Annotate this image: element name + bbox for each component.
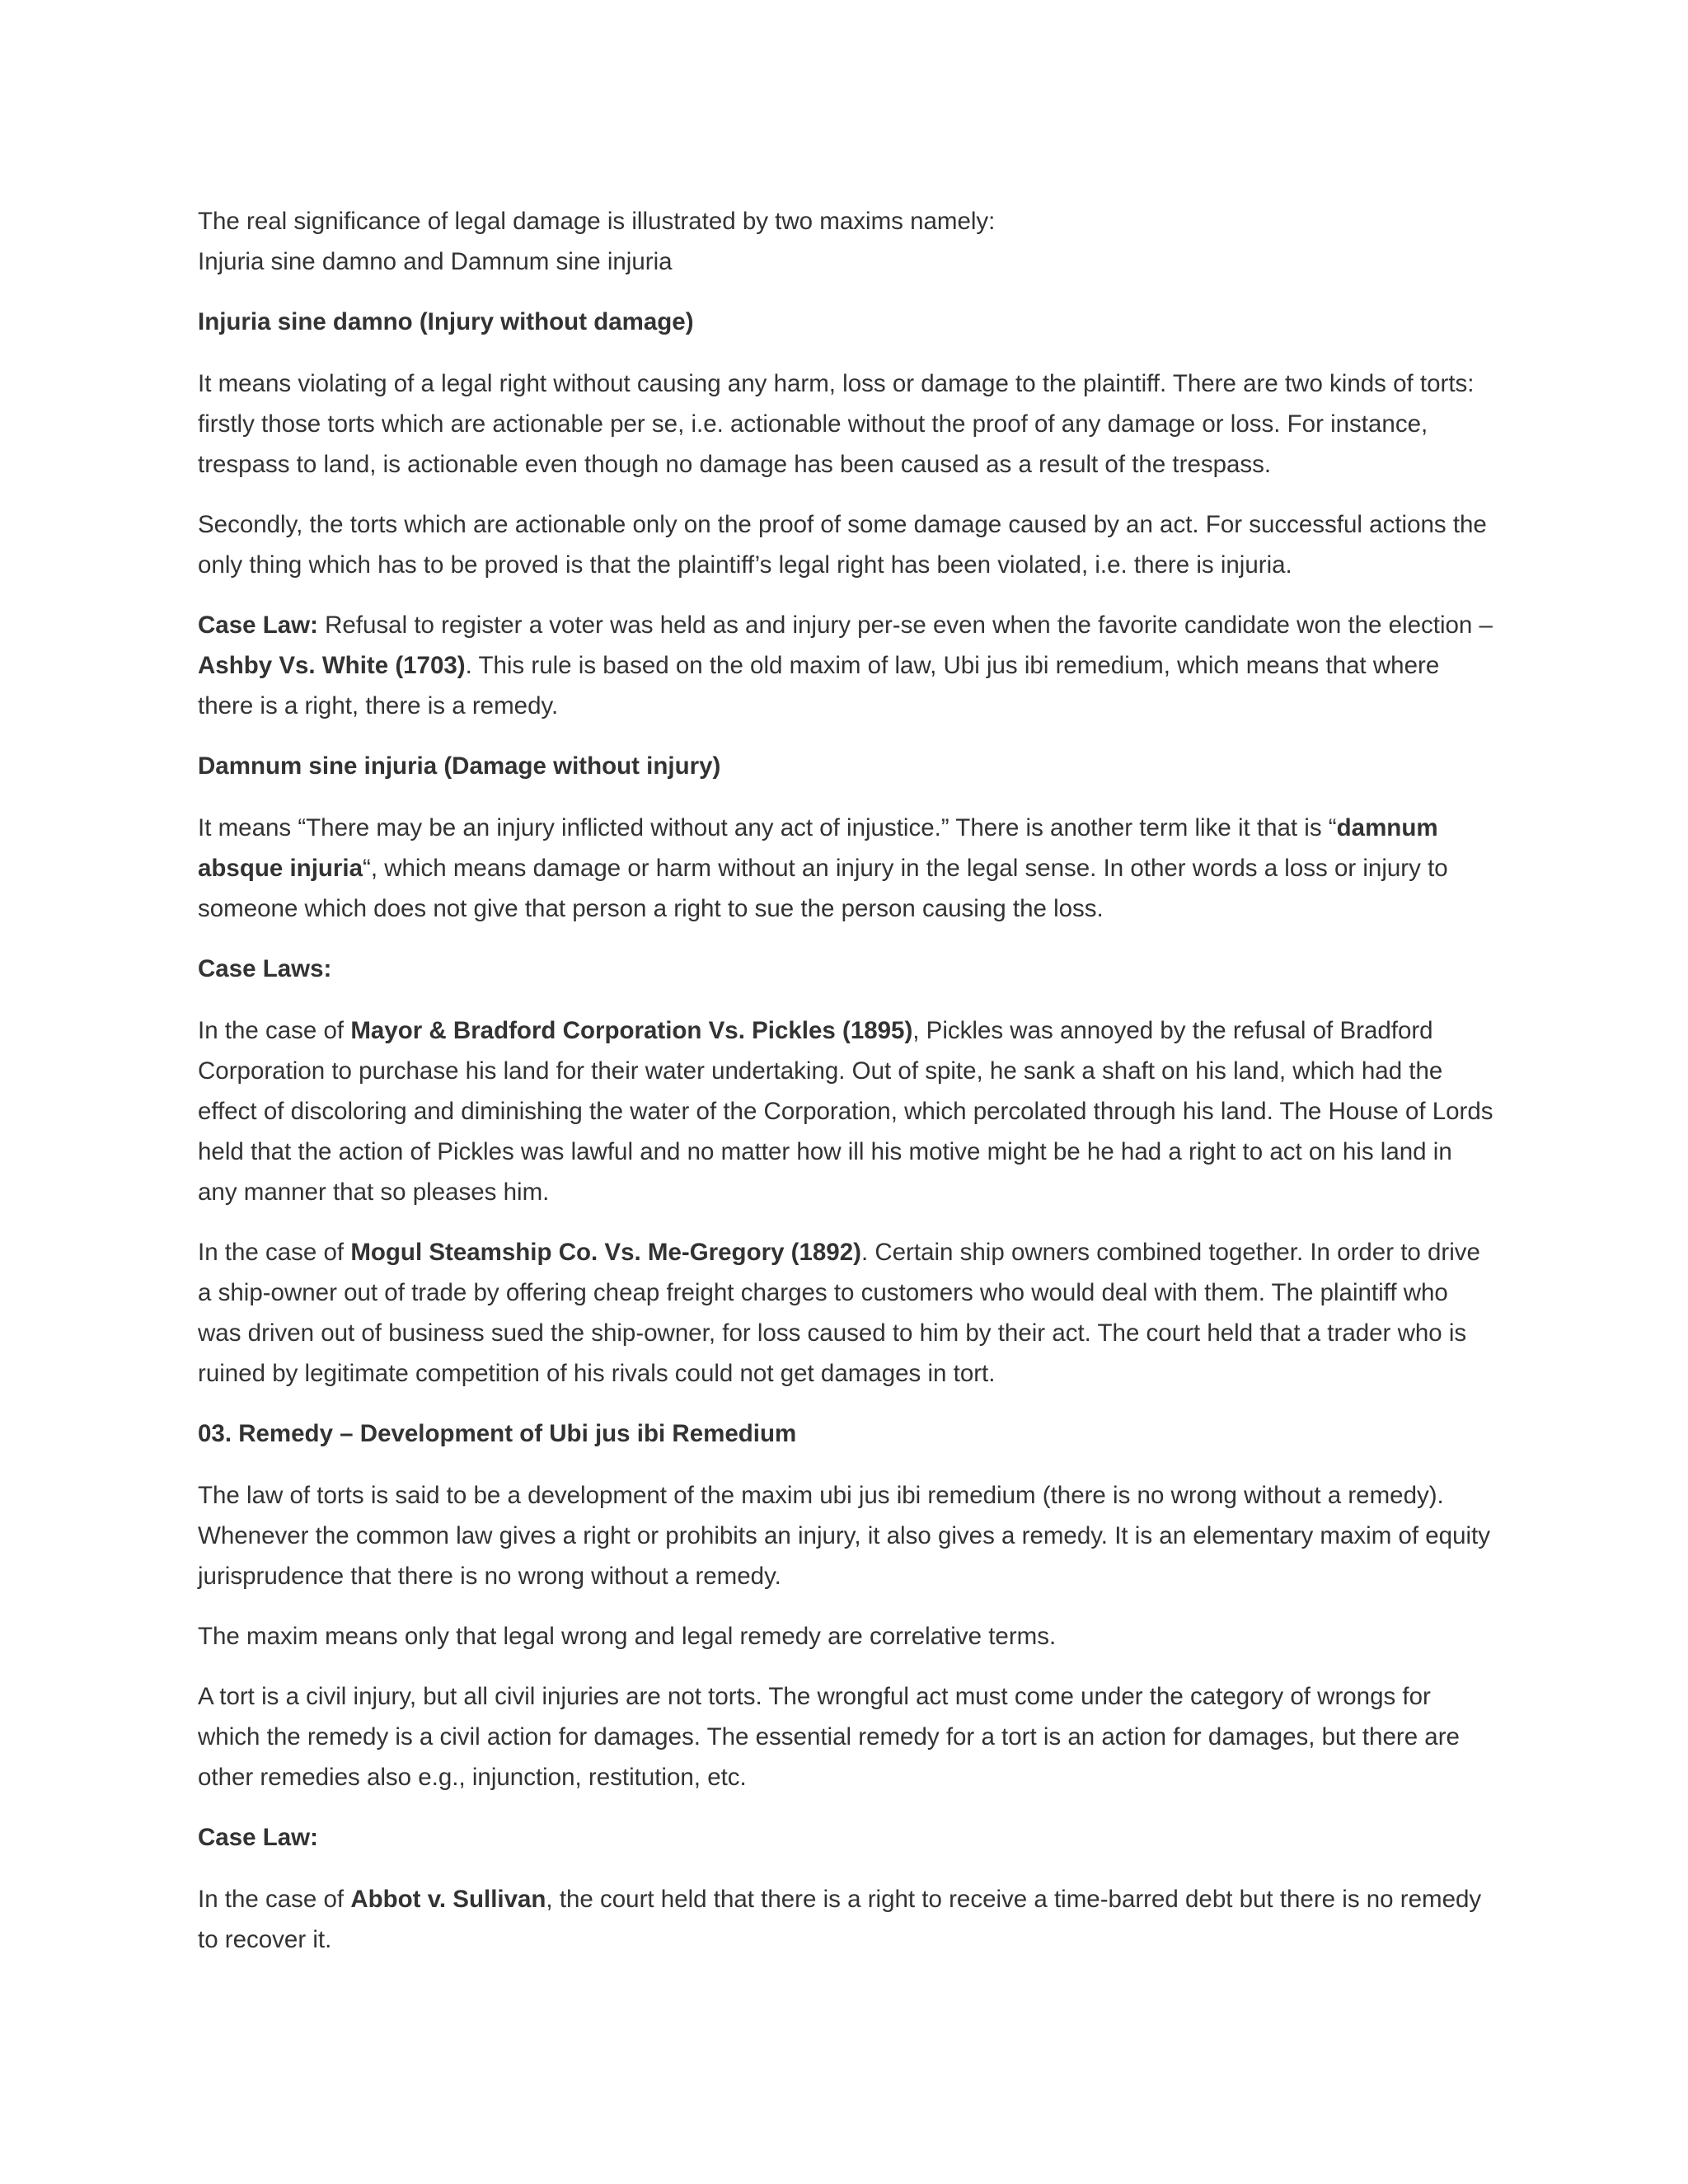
- damnum-text-1: It means “There may be an injury inflicted without any act of injustice.” There is another term like it that is “: [198, 814, 1337, 841]
- case-name-mogul: Mogul Steamship Co. Vs. Me-Gregory (1892): [350, 1239, 861, 1266]
- pickles-text: , Pickles was annoyed by the refusal of Bradford Corporation to purchase his land for their water undertaking. Out of spite, he sank a shaft on his land, which had the effect of discoloring and diminishing the water of the Corporation, which percolated through his land. The House of Lords held that the action of Pickles was lawful and no matter how ill his motive might be he had a right to act on his land in any manner that so pleases him.: [198, 1017, 1493, 1206]
- pickles-case-paragraph: [198, 1010, 1493, 1212]
- mogul-case-paragraph: [198, 1232, 1493, 1394]
- pickles-prefix: In the case of: [198, 1017, 351, 1044]
- document-body: [198, 201, 1493, 1980]
- intro-line-1: The real significance of legal damage is illustrated by two maxims namely:: [198, 208, 996, 235]
- injuria-case-law-paragraph: [198, 605, 1493, 726]
- injuria-heading: Injuria sine damno (Injury without damage): [198, 308, 694, 335]
- intro-paragraph: [198, 201, 1493, 282]
- damnum-term: damnum absque injuria: [198, 814, 1438, 882]
- mogul-prefix: In the case of: [198, 1239, 351, 1266]
- mogul-text: . Certain ship owners combined together. In order to drive a ship-owner out of trade by offering cheap freight charges to customers who would deal with them. The plaintiff who was driven out of business sued the ship-owner, for loss caused to him by their act. The court held that a trader who is ruined by legitimate competition of his rivals could not get damages in tort.: [198, 1239, 1480, 1387]
- case-law-text-1: Refusal to register a voter was held as and injury per-se even when the favorite candidate won the election –: [317, 612, 1493, 639]
- injuria-paragraph-1: It means violating of a legal right without causing any harm, loss or damage to the plaintiff. There are two kinds of torts: firstly those torts which are actionable per se, i.e. actionable without the proof of any damage or loss. For instance, trespass to land, is actionable even though no damage has been caused as a result of the trespass.: [198, 370, 1475, 478]
- remedy-paragraph-3: A tort is a civil injury, but all civil injuries are not torts. The wrongful act must come under the category of wrongs for which the remedy is a civil action for damages. The essential remedy for a tort is an action for damages, but there are other remedies also e.g., injunction, restitution, etc.: [198, 1683, 1460, 1791]
- abbot-prefix: In the case of: [198, 1886, 351, 1913]
- damnum-heading: Damnum sine injuria (Damage without injury): [198, 752, 721, 780]
- abbot-text: , the court held that there is a right to receive a time-barred debt but there is no remedy to recover it.: [198, 1886, 1482, 1953]
- case-name-ashby: Ashby Vs. White (1703): [198, 652, 466, 679]
- damnum-text-2: “, which means damage or harm without an injury in the legal sense. In other words a loss or injury to someone which does not give that person a right to sue the person causing the loss.: [198, 855, 1448, 922]
- injuria-paragraph-2: Secondly, the torts which are actionable only on the proof of some damage caused by an act. For successful actions the only thing which has to be proved is that the plaintiff’s legal right has been violated, i.e. there is injuria.: [198, 511, 1487, 579]
- case-name-abbot: Abbot v. Sullivan: [350, 1886, 546, 1913]
- case-law-text-2: . This rule is based on the old maxim of law, Ubi jus ibi remedium, which means that where there is a right, there is a remedy.: [198, 652, 1440, 719]
- remedy-heading: 03. Remedy – Development of Ubi jus ibi Remedium: [198, 1420, 797, 1447]
- remedy-paragraph-2: The maxim means only that legal wrong and legal remedy are correlative terms.: [198, 1623, 1057, 1650]
- case-laws-label: Case Laws:: [198, 955, 332, 982]
- case-law-label: Case Law:: [198, 612, 318, 639]
- intro-line-2: Injuria sine damno and Damnum sine injuria: [198, 248, 673, 275]
- remedy-case-law-label: Case Law:: [198, 1824, 318, 1851]
- abbot-case-paragraph: [198, 1879, 1493, 1960]
- damnum-paragraph: [198, 808, 1493, 929]
- case-name-pickles: Mayor & Bradford Corporation Vs. Pickles (1895): [350, 1017, 913, 1044]
- remedy-paragraph-1: The law of torts is said to be a development of the maxim ubi jus ibi remedium (there is no wrong without a remedy). Whenever the common law gives a right or prohibits an injury, it also gives a remedy. It is an elementary maxim of equity jurisprudence that there is no wrong without a remedy.: [198, 1482, 1490, 1590]
